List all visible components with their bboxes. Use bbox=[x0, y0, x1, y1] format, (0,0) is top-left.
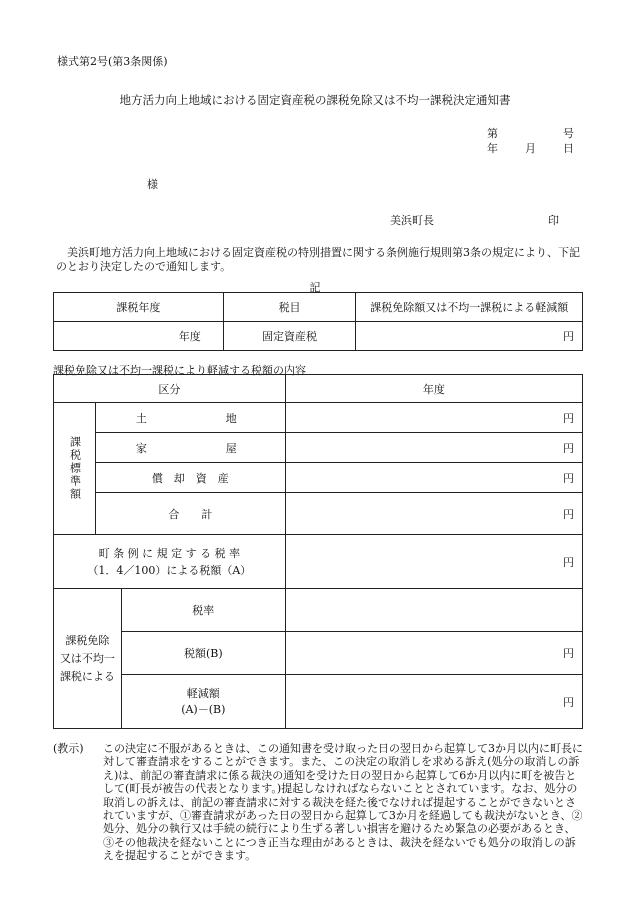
cell-land-unit: 円 bbox=[285, 403, 582, 433]
row-label-reduction: 軽減額 (A)－(B) bbox=[121, 675, 285, 729]
cell-house-unit: 円 bbox=[285, 433, 582, 463]
group-label-text: 課税標準額 bbox=[68, 436, 82, 501]
group-label-standard bbox=[54, 403, 96, 535]
cell-reduction-unit: 円 bbox=[285, 675, 582, 729]
cell-tax-a-unit: 円 bbox=[285, 535, 582, 589]
document-title: 地方活力向上地域における固定資産税の課税免除又は不均一課税決定通知書 bbox=[119, 93, 511, 107]
table-row bbox=[54, 632, 583, 675]
header-reduction-amount: 課税免除額又は不均一課税による軽減額 bbox=[356, 293, 583, 322]
cell-tax-item: 固定資産税 bbox=[223, 322, 356, 351]
row-label-tax-a: 町 条 例 に 規 定 す る 税 率 （1．4／100）による税額（A） bbox=[54, 535, 286, 589]
date-month: 月 bbox=[525, 142, 536, 155]
row-label-land: 土 地 bbox=[95, 403, 285, 433]
row-label-total: 合 計 bbox=[95, 493, 285, 535]
table-row bbox=[54, 375, 583, 403]
body-paragraph bbox=[56, 246, 580, 274]
header-tax-year: 課税年度 bbox=[54, 293, 224, 322]
row-label-rate: 税率 bbox=[121, 589, 285, 632]
sender-name: 美浜町長 bbox=[390, 214, 434, 227]
table-row bbox=[54, 589, 583, 632]
notice-block bbox=[53, 742, 583, 863]
ki-label: 記 bbox=[309, 281, 321, 294]
cell-total-unit: 円 bbox=[285, 493, 582, 535]
notice-text: この決定に不服があるときは、この通知書を受け取った日の翌日から起算して3か月以内に町長に対して審査請求をすることができます。また、この決定の取消しを求める訴え(処分の取消しの訴え)は、前記の審査請求に係る裁決の通知を受けた日の翌日から起算して6か月以内に町を被告として(町長が被告の代表となります。)提起しなければならないこととされています。なお、処分の取消しの訴えは、前記の審査請求に対する裁決を経た後でなければ提起することができないとされていますが、①審査請求があった日の翌日から起算して3か月を経過しても裁決がないとき、②処分、処分の執行又は手続の続行により生ずる著しい損害を避けるため緊急の必要があるとき、③その他裁決を経ないことにつき正当な理由があるときは、裁決を経ないでも処分の取消しの訴えを提起することができます。 bbox=[103, 742, 583, 863]
reduction-detail-table bbox=[53, 374, 583, 729]
row-label-depreciable: 償 却 資 産 bbox=[95, 463, 285, 493]
header-nendo: 年度 bbox=[285, 375, 582, 403]
header-kubun: 区分 bbox=[54, 375, 286, 403]
number-go: 号 bbox=[563, 127, 574, 140]
table-row bbox=[54, 535, 583, 589]
row-label-tax-b: 税額(B) bbox=[121, 632, 285, 675]
table-row bbox=[54, 403, 583, 433]
cell-amount-unit: 円 bbox=[356, 322, 583, 351]
header-tax-item: 税目 bbox=[223, 293, 356, 322]
number-dai: 第 bbox=[487, 127, 498, 140]
tax-year-table bbox=[53, 292, 583, 351]
section-title: 課税免除又は不均一課税により軽減する税額の内容 bbox=[53, 364, 306, 377]
seal-mark: 印 bbox=[548, 214, 559, 227]
table-row bbox=[54, 322, 583, 351]
notice-label: (教示) bbox=[53, 742, 84, 755]
table-row bbox=[54, 293, 583, 322]
row-label-house: 家 屋 bbox=[95, 433, 285, 463]
date-year: 年 bbox=[487, 142, 498, 155]
cell-year: 年度 bbox=[54, 322, 224, 351]
addressee-honorific: 様 bbox=[147, 178, 158, 191]
form-number: 様式第2号(第3条関係) bbox=[57, 55, 168, 68]
table-row bbox=[54, 493, 583, 535]
table-row bbox=[54, 675, 583, 729]
date-day: 日 bbox=[563, 142, 574, 155]
group-label-exemption: 課税免除 又は不均一 課税による bbox=[54, 589, 122, 729]
cell-depreciable-unit: 円 bbox=[285, 463, 582, 493]
cell-tax-b-unit: 円 bbox=[285, 632, 582, 675]
cell-rate bbox=[285, 589, 582, 632]
table-row bbox=[54, 463, 583, 493]
table-row bbox=[54, 433, 583, 463]
body-text: 美浜町地方活力向上地域における固定資産税の特別措置に関する条例施行規則第3条の規定により、下記のとおり決定したので通知します。 bbox=[56, 246, 580, 273]
